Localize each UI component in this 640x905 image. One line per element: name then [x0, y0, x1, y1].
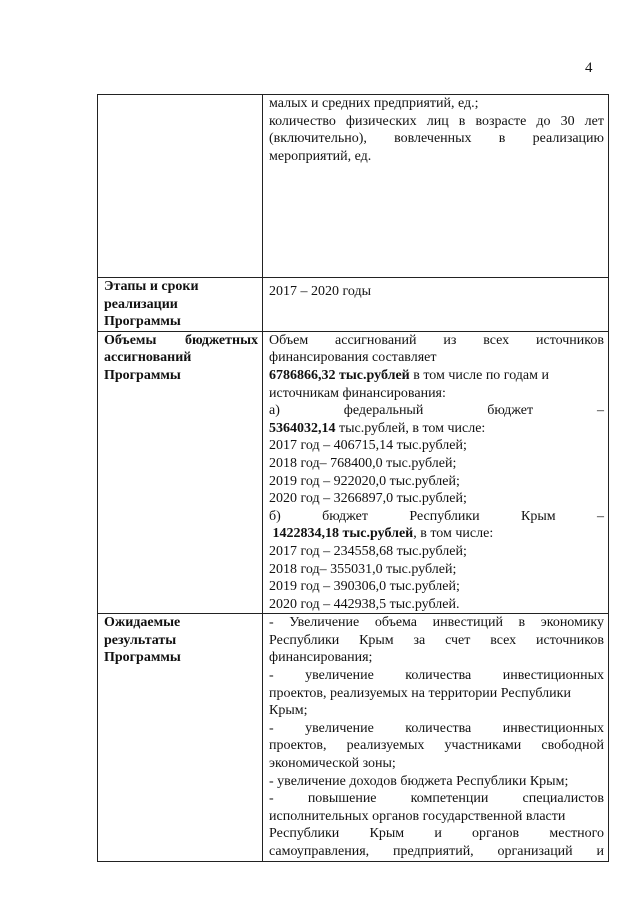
- text-line: 2018 год– 768400,0 тыс.рублей;: [269, 455, 457, 471]
- text-line: Крым;: [269, 703, 308, 719]
- text-line: проектов, реализуемых на территории Республики: [269, 685, 571, 701]
- text-line: мероприятий, ед.: [269, 148, 372, 164]
- text-line: 2020 год – 3266897,0 тыс.рублей;: [269, 491, 467, 507]
- federal-amount: 5364032,14: [269, 420, 336, 436]
- text-line: [269, 420, 604, 438]
- text-line: Республики Крым за счет всех источников: [269, 632, 604, 648]
- text-line: - увеличение количества инвестиционных: [269, 720, 604, 736]
- passport-table: [97, 94, 609, 862]
- text-line: финансирования;: [269, 650, 373, 666]
- label-line: Программы: [104, 367, 181, 383]
- cell-label-stages: [98, 278, 263, 332]
- text-line: исполнительных органов государственной власти: [269, 808, 566, 824]
- text-line: 2017 год – 234558,68 тыс.рублей;: [269, 543, 467, 559]
- text-line: малых и средних предприятий, ед.;: [269, 96, 479, 111]
- text-line: экономической зоны;: [269, 756, 396, 772]
- cell-label-empty: [98, 95, 263, 278]
- text-line: финансирования составляет: [269, 350, 437, 366]
- text-line: б) бюджет Республики Крым –: [269, 508, 604, 524]
- label-line: Этапы и сроки: [104, 279, 199, 294]
- cell-label-budget: [98, 331, 263, 614]
- label-line: реализации: [104, 296, 178, 312]
- text-line: Объем ассигнований из всех источников: [269, 332, 604, 348]
- text-fragment: тыс.рублей, в том числе:: [335, 420, 486, 436]
- table-row-results: [98, 614, 609, 861]
- cell-continuation: [263, 95, 609, 278]
- label-line: Программы: [104, 650, 181, 666]
- text-line: источникам финансирования:: [269, 385, 446, 401]
- text-line: а) федеральный бюджет –: [269, 403, 604, 419]
- text-line: 2020 год – 442938,5 тыс.рублей.: [269, 596, 460, 612]
- total-amount: 6786866,32 тыс.рублей: [269, 367, 410, 383]
- text-fragment: , в том числе:: [413, 526, 494, 542]
- text-line: (включительно), вовлеченных в реализацию: [269, 131, 604, 147]
- label-line: Ожидаемые: [104, 615, 181, 631]
- crimea-amount: 1422834,18 тыс.рублей: [269, 526, 414, 542]
- cell-budget: [263, 331, 609, 614]
- text-line: количество физических лиц в возрасте до 30 лет: [269, 113, 604, 129]
- text-line: самоуправления, предприятий, организаций и: [269, 844, 604, 859]
- text-line: - увеличение количества инвестиционных: [269, 668, 604, 684]
- label-line: Программы: [104, 314, 181, 330]
- cell-label-results: [98, 614, 263, 861]
- text-line: 2018 год– 355031,0 тыс.рублей;: [269, 561, 457, 577]
- cell-stages-value: [263, 278, 609, 332]
- text-line: [269, 525, 604, 543]
- stages-value: 2017 – 2020 годы: [269, 284, 372, 299]
- text-fragment: в том числе по годам и: [409, 367, 549, 383]
- text-line: проектов, реализуемых участниками свободной: [269, 738, 604, 754]
- text-line: 2019 год – 922020,0 тыс.рублей;: [269, 473, 460, 489]
- text-line: - увеличение доходов бюджета Республики Крым;: [269, 773, 569, 789]
- text-line: 2017 год – 406715,14 тыс.рублей;: [269, 438, 467, 454]
- page-number: 4: [585, 60, 593, 76]
- label-line: результаты: [104, 632, 177, 648]
- text-line: - повышение компетенции специалистов: [269, 791, 604, 807]
- cell-results: [263, 614, 609, 861]
- table-row-stages: [98, 278, 609, 332]
- text-line: [269, 367, 604, 385]
- table-row-budget: [98, 331, 609, 614]
- label-line: Объемы бюджетных: [104, 332, 258, 348]
- text-line: - Увеличение объема инвестиций в экономику: [269, 615, 604, 631]
- text-line: Республики Крым и органов местного: [269, 826, 604, 842]
- text-line: 2019 год – 390306,0 тыс.рублей;: [269, 579, 460, 595]
- table-row-continuation: [98, 95, 609, 278]
- label-line: ассигнований: [104, 350, 192, 366]
